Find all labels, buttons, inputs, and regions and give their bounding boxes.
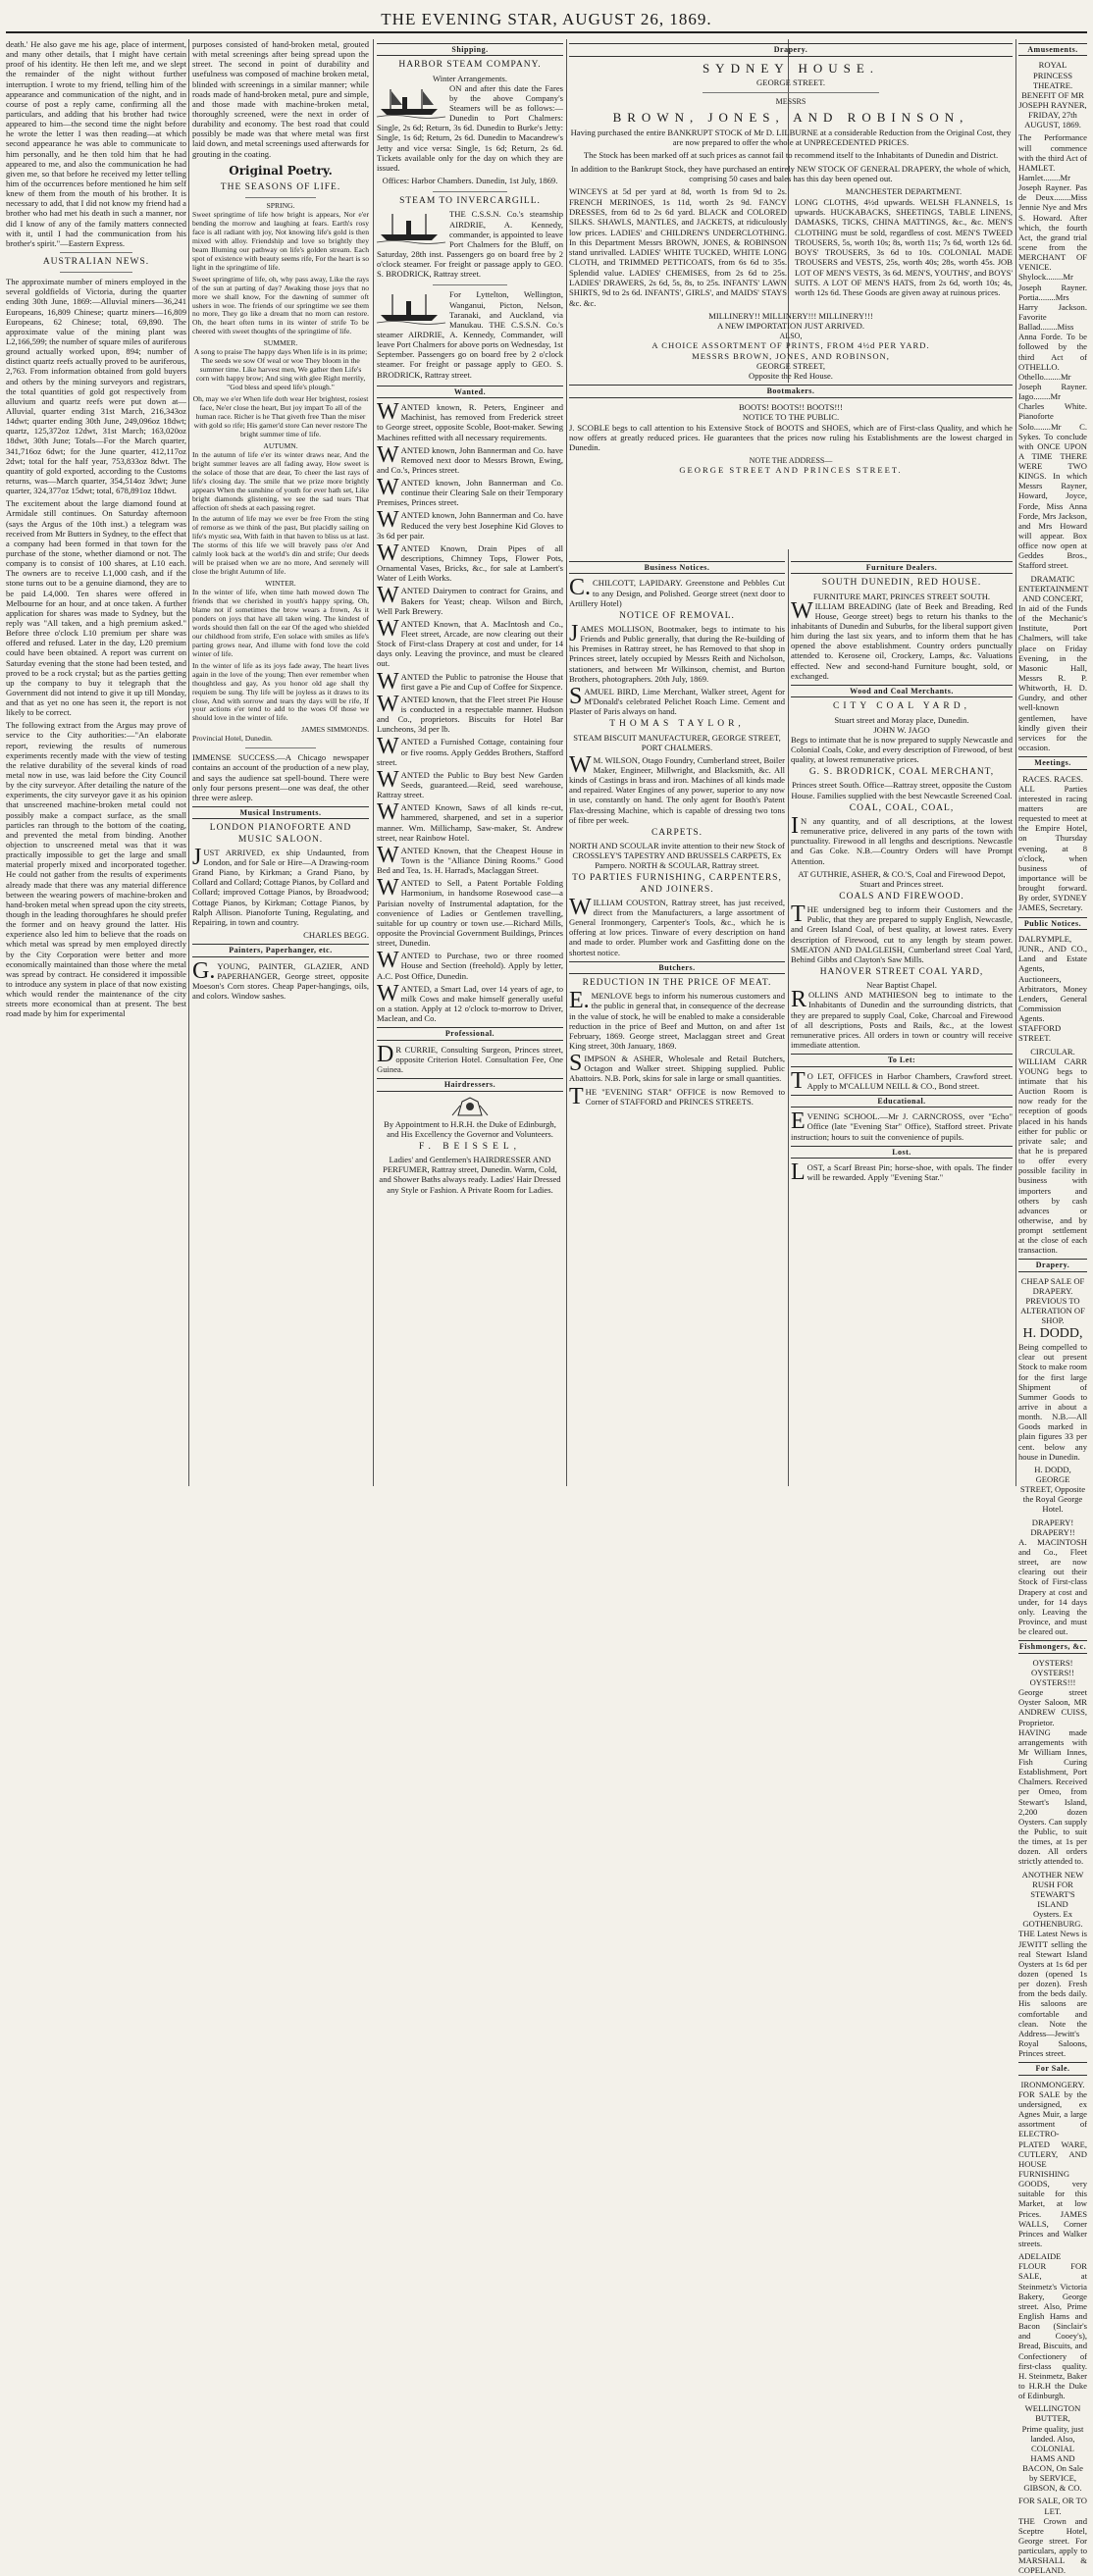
australian-news-paragraph: The excitement about the large diamond found at Armidale still continues. On Saturday afternoon (says the Argus of the 10th inst.) a telegram was received from Mr Butters in Sydney, to the effect that a company had been formed in that town for the purchase of the stone, whether diamond or not. The company is to consist of 100 shares, at L10 each. The owners are to receive L1,000 cash, and if the stone turns out to be a genuine diamond, they are to be paid L4,000. Ten shares were offered in Melbourne for an hour, and at once taken. A further application for shares was made to Sydney, but the reply was "All taken, and a high premium asked." Before three o'clock L10 premium per share was offered and refused. Later in the day, L20 premium could have been obtained. A report was current on Saturday evening that the stone had been tested, and proved to be a rock crystal; but as the parties getting up the company to buy it telegraph that the Government did not intend to give it up till Monday, and that as yet no one has seen it, the report is not likely to be correct. xyxy=(6,498,186,718)
hairdresser-appointment: By Appointment to H.R.H. the Duke of Edinburgh, and His Excellency the Governor and Volunteers. xyxy=(384,1118,556,1139)
separator xyxy=(245,747,316,748)
coal-title: COAL, COAL, COAL, xyxy=(849,802,955,813)
column-4 xyxy=(569,557,785,1486)
column-3 xyxy=(377,39,563,1486)
drapery-lists xyxy=(569,186,1013,311)
to-let-ad: TO LET, OFFICES in Harbor Chambers, Crawford street. Apply to M'CALLUM NEILL & CO., Bond street. xyxy=(791,1067,1013,1094)
manchester-heading: MANCHESTER DEPARTMENT. xyxy=(845,186,963,197)
carpets-title: CARPETS. xyxy=(651,827,703,838)
smeaton-ad: THE undersigned beg to inform their Customers and the Public, that they are prepared to supply English, Newcastle, and Green Island Coal, of best quality, at lowest rates. Every description of Firewood, cut to any length by steam power. SMEATON AND DALGLEISH, Cumberland street Coal Yard, Behind Gibbs and Clayton's Saw Mills. xyxy=(791,902,1013,964)
manchester-list: LONG CLOTHS, 4½d upwards. WELSH FLANNELS, 1s upwards. HUCKABACKS, SHEETINGS, TABLE LINENS, DAMASKS, TICKS, CHINA MATTINGS, &c., &c. MEN'S CLOTHING must be sold, regardless of cost. MEN'S TWEED TROUSERS, 5s, worth 10s; 8s, worth 11s; 7s 6d, worth 12s 6d. BOYS' TROUSERS, 3s 6d to 10s. COLONIAL MADE TROUSERS and VESTS, 25s, worth 40s; 28s, worth 45s. JOB LOT OF MEN'S VESTS, 3s 6d. MEN'S, YOUTHS', and BOYS' SUITS. A LOT OF MEN'S HATS, from 2s 6d, worth 10s; 4s, worth 12s 6d. These Goods are given away at ruinous prices. xyxy=(795,196,1013,298)
section-heading-hairdressers: Hairdressers. xyxy=(377,1078,563,1091)
jewitt-ad: THE Latest News is JEWITT selling the real Stewart Island Oysters at 1s 6d per dozen (opened 1s per dozen). Fresh from the beds daily. His saloons are comfortable and clean. Note the Address—Jewitt's Royal Saloons, Princes street. xyxy=(1018,1929,1087,2059)
masthead: THE EVENING STAR, AUGUST 26, 1869. xyxy=(381,10,712,28)
dalrymple-ad: DALRYMPLE, JUNR., AND CO., Land and Estate Agents, Auctioneers, Arbitrators, Money Lenders, General Commission Agents. STAFFORD STREET. xyxy=(1018,933,1087,1044)
section-heading-meetings: Meetings. xyxy=(1018,756,1087,769)
macintosh-ad: A. MACINTOSH and Co., Fleet street, are now clearing out their Stock of First-class Drapery at cost and under, for 14 days only. Leaving the Province, and must be cleared out. xyxy=(1018,1536,1087,1637)
section-heading-wood-coal: Wood and Coal Merchants. xyxy=(791,685,1013,697)
section-heading-musical: Musical Instruments. xyxy=(192,806,369,819)
hanover-title: HANOVER STREET COAL YARD, xyxy=(819,966,984,977)
section-heading-drapery-2: Drapery. xyxy=(1018,1259,1087,1271)
star-office-notice: THE "EVENING STAR" OFFICE is now Removed to Corner of STAFFORD and PRINCES STREETS. xyxy=(569,1083,785,1109)
separator xyxy=(703,92,880,93)
stanza: Oh, may we e'er When life doth wear Her brightest, rosiest face, Ne'er close the heart, But joy impart To all of the human race. Richer is he That giveth free Than the miser with gold so rife; His garner'd store Can never restore The bright summer time of life. xyxy=(192,394,369,438)
evening-school-ad: EVENING SCHOOL.—Mr J. CARNCROSS, over "Echo" Office (late "Evening Star" Office), Stafford street. Private instruction; hours to suit the convenience of pupils. xyxy=(791,1108,1013,1142)
lyttelton-ad xyxy=(377,289,563,379)
harbor-steam-title: HARBOR STEAM COMPANY. xyxy=(398,60,542,71)
drapery-body: Having purchased the entire BANKRUPT STOCK of Mr D. LILBURNE at a considerable Reduction from the Original Cost, they are now prepared to offer the whole at UNPRECEDENTED PRICES. xyxy=(570,127,1012,147)
music-saloon-title: LONDON PIANOFORTE AND MUSIC SALOON. xyxy=(209,823,352,845)
poem-author: JAMES SIMMONDS. xyxy=(301,725,369,735)
section-heading-to-let: To Let: xyxy=(791,1054,1013,1066)
cheap-sale-subtitle: PREVIOUS TO ALTERATION OF SHOP. xyxy=(1020,1296,1085,1326)
wanted-ad: WANTED known, R. Peters, Engineer and Machinist, has removed from Frederick street to George street, opposite Scoble, Boot-maker. Sewing Machines refitted with all necessary requirements. xyxy=(377,399,563,442)
stanza: Sweet springtime of life, oh, why pass away, Like the rays of the sun at parting of day? Awaking those joys that no more we shall know, For the dawning of summer oft ushers in woe. The friends of our springtime we see them no more, They go like a dream that no morn can restore. Oh, the heart often turns in its winter of strife To be cheered with sweet thoughts of the springtime of life. xyxy=(192,274,369,336)
royal-arms-icon xyxy=(377,1096,563,1119)
invercargill-title: STEAM TO INVERCARGILL. xyxy=(399,196,541,207)
drapery-body: In addition to the Bankrupt Stock, they have purchased an entirely NEW STOCK OF GENERAL DRAPERY, the whole of which, comprising 50 cases and bales has this day been opened out. xyxy=(571,163,1011,183)
theatre-program: The Performance will commence with the third Act of HAMLET. Hamlet........Mr Joseph Rayner. Pas de Deux........Miss Jennie Nye and Mrs S. Howard. After which, the fourth Act, the grand trial scene from the MERCHANT OF VENICE. Shylock........Mr Joseph Rayner. Portia........Mrs Harry Jackson. Favorite Ballad........Miss Anna Forde. To be followed by the third Act of OTHELLO. Othello........Mr Joseph Rayner. Iago........Mr Charles White. Pianoforte Solo........Mr C. Sykes. To conclude with ONCE UPON A TIME THERE WERE TWO KINGS. In which Messrs Rayner, Howard, Joyce, Forde, Miss Anna Forde, Mrs Jackson, and Mrs Howard will appear. Box office now open at Geddes Bros., Stafford street. xyxy=(1018,132,1087,571)
story-continuation: purposes consisted of hand-broken metal, grouted with metal screenings after being spread upon the street. The second in point of durability and usefulness was composed of machine broken metal, blinded with screenings in a similar manner; while roads made of hand-broken metal, pure and simple, and those made with machine-broken metal, thoroughly screened, were the next in order of durability and economy. The best road that could possibly be made was that where metal was first laid down, and metal screenings used afterwards for grouting in the coating. xyxy=(192,39,369,159)
steamship-icon xyxy=(377,291,445,325)
wilson-ad: WM. WILSON, Otago Foundry, Cumberland street, Boiler Maker, Engineer, Millwright, and Blacksmith, &c. All kinds of Castings in brass and iron. Machines of all kinds made and repaired. Water Engines of any power, superior to any now in use, constantly on hand. The only agent for Booth's Patent Flax-dressing Machine, which is capable of dressing two tons of fibre per week. xyxy=(569,751,785,825)
column-divider xyxy=(373,39,374,1486)
drapery-list: WINCEYS at 5d per yard at 8d, worth 1s from 9d to 2s. FRENCH MERINOES, 1s 11d, worth 2s 9d. FANCY DRESSES, from 6d to 2s 6d yard. BLACK and COLORED SILKS. SHAWLS, MANTLES, and JACKETS, at ridiculously low prices. LADIES' and CHILDREN'S UNDERCLOTHING. In this Department Messrs BROWN, JONES, & ROBINSON stand unrivalled. LADIES' WHITE TUCKED, WHITE LONG CLOTH, and TRIMMED PETTICOATS, from 6s 6d to 35s. Splendid value. LADIES' CHEMISES, from 2s 6d to 25s. LADIES' DRAWERS, 2s 6d, 5s, 8s, to 25s. INFANTS' LAWN SHIRTS, 9d to 2s 6d. INFANTS', GIRLS', and MAIDS' STAYS &c. &c. xyxy=(569,186,787,308)
stanza: In the winter of life as its joys fade away, The heart lives again in the love of the young; Then ever remember when thoughtless and gay, As you honor old age shall thy requiem be sung. Thy life will be joyless as it draws to its close, And with sorrow and tears thy days will be rife, If your actions e'er tend to add to the woes Of those we should love in the winter of life. xyxy=(192,660,369,723)
section-heading-for-sale: For Sale. xyxy=(1018,2062,1087,2075)
butcher-title: REDUCTION IN THE PRICE OF MEAT. xyxy=(582,978,772,989)
wanted-ad: WANTED Dairymen to contract for Grains, and Bakers for Yeast; cheap. Wilson and Birch, Well Park Brewery. xyxy=(377,583,563,616)
section-heading-drapery: Drapery. xyxy=(569,43,1013,57)
benefit-line: BENEFIT OF MR JOSEPH RAYNER, FRIDAY, 27th AUGUST, 1869. xyxy=(1018,89,1087,130)
wanted-ad: WANTED the Public to patronise the House that first gave a Pie and Cup of Coffee for Sixpence. xyxy=(377,668,563,695)
section-heading-painters: Painters, Paperhanger, etc. xyxy=(192,944,369,956)
section-heading-educational: Educational. xyxy=(791,1095,1013,1108)
coal-ad: IN any quantity, and of all descriptions, at the lowest remunerative price, delivered in any parts of the town with punctuality. Firewood in all lengths and descriptions. Newcastle and Gas Coke. N.B.—Country Orders will have Prompt Attention. xyxy=(791,812,1013,866)
stanza-heading: WINTER. xyxy=(265,579,296,589)
ironmongery-title: IRONMONGERY. xyxy=(1020,2079,1085,2089)
ironmongery-ad: FOR SALE by the undersigned, ex Agnes Muir, a large assortment of ELECTRO-PLATED WARE, CUTLERY, AND HOUSE FURNISHING GOODS, very suitable for this Market, at low Prices. JAMES WALLS, Corner Princes and Walker streets. xyxy=(1018,2088,1087,2248)
wanted-ad: WANTED to Sell, a Patent Portable Folding Harmonium, in handsome Rosewood case—a Parisian novelty of Instrumental adaptation, for the convenience of Ladies or Gentlemen travelling, suitable for up country or town use.—Richard Mills, opposite the Provincial Government Buildings, Princes street, Dunedin. xyxy=(377,875,563,949)
stanza: In the autumn of life e'er its winter draws near, And the bright summer leaves are all fading away, How sweet is the solace of those that are dear, To cheer the last rays of life's closing day. The smile that we prize more brightly appears When the sunshine of youth for ever hath set, Like bright diamonds glistening, we see the sad tears That affection oft sheds at each passing regret. xyxy=(192,449,369,512)
section-heading-public-notices: Public Notices. xyxy=(1018,917,1087,930)
wanted-ad: WANTED known, John Bannerman and Co. have Removed next door to Messrs Brown, Ewing, and Co.'s, Princes street. xyxy=(377,441,563,475)
red-house-title: SOUTH DUNEDIN, RED HOUSE. xyxy=(821,578,982,589)
harbor-steam-body: ON and after this date the Fares by the above Company's Steamers will be as follows:— Dunedin to Port Chalmers: Single, 2s 6d; Return, 3s 6d. Dunedin to Burke's Jetty: Single, 1s 6d; Return, 2s 6d. Dunedin to Macandrew's Jetty and vice versa: Single, 1s 6d; Return, 2s 6d. Tickets available only for the day on which they are issued. xyxy=(377,82,563,173)
invercargill-body: THE C.S.S.N. Co.'s steamship AIRDRIE, A. Kennedy, commander, is appointed to leave Port Chalmers for the Bluff, on Saturday, 28th inst. Passengers go on board free by 2 o'clock steamer. For freight or passage apply to GEO. S. BRODRICK, Rattray street. xyxy=(377,209,563,280)
oysters-title: OYSTERS! OYSTERS!! OYSTERS!!! xyxy=(1029,1657,1076,1687)
bird-ad: SAMUEL BIRD, Lime Merchant, Walker street, Agent for M'Donald's celebrated Pelichet Roach Lime. Cement and Plaster of Paris always on hand. xyxy=(569,683,785,717)
separator xyxy=(60,252,132,253)
stanza-heading: SUMMER. xyxy=(263,338,298,348)
oysters-ad: George street Oyster Saloon, MR ANDREW CUISS, Proprietor. HAVING made arrangements with Mr William Innes, Fish Curing Establishment, Port Chalmers. Received per Omeo, from Stewart's Island, 2,200 dozen Oysters. Can supply the Public, to suit the times, at 1s per dozen. All orders strictly attended to. xyxy=(1018,1687,1087,1867)
section-heading-butchers: Butchers. xyxy=(569,961,785,974)
wanted-ad: WANTED, a Smart Lad, over 14 years of age, to milk Cows and make himself generally useful on a station. Apply at 12 o'clock to-morrow to Driver, Maclean, and Co. xyxy=(377,980,563,1024)
lost-ad: LOST, a Scarf Breast Pin; horse-shoe, with opals. The finder will be rewarded. Apply "Evening Star." xyxy=(791,1159,1013,1186)
immense-success-item: IMMENSE SUCCESS.—A Chicago newspaper contains an account of the production of a new play, and says the audience sat spell-bound. There were only four persons present—one was deaf, the other three were asleep. xyxy=(192,752,369,802)
stanza-heading: AUTUMN. xyxy=(263,440,298,450)
section-heading-shipping: Shipping. xyxy=(377,43,563,56)
stanza: A song to praise The happy days When life is in its prime; The seeds we sow Of weal or woe They bloom in the summer time. Like harvest men, We gather then Life's corn with happy brow; And sing with glee Right merrily, "God bless and speed life's plough." xyxy=(193,347,368,392)
australian-news-paragraph: The following extract from the Argus may prove of service to the City authorities:—"An elaborate report, reviewing the results of numerous experiments recently made with the view of testing the relative durability of the several kinds of road metal now in use, was laid before the City Council by the city surveyor. After detailing the nature of the experiments, the city surveyor gave it as his opinion that unscreened machine-broken metal could not possibly make a compact surface, as the small particles ran through to the bottom of the coating, and prevented the metal from binding. Another objection to unscreened metal was that it was practically impossible to get the large and small material properly mixed and incorporated together. He could not gather from the results of experiments already made that there was any material difference between the wearing powers of machine-broken and hand-broken metal when spread upon the city streets, though in the leading thoroughfares he should prefer the former and on heavy ground the latter. His experience also led him to believe that the roads on which metal was spread by men employed directly by the City Corporation were better and more economically maintained than those where the metal was spread by contract. He considered it impossible to introduce any system in place of that now existing which would render the maintenance of the city streets more economical than at present. The best road made by him for experimental xyxy=(6,720,186,1019)
section-heading-amusements: Amusements. xyxy=(1018,43,1087,56)
rush-subtitle: Oysters. Ex GOTHENBURG. xyxy=(1022,1909,1083,1930)
breading-ad: WILLIAM BREADING (late of Beek and Breading, Red House, George street) begs to return his thanks to the inhabitants of Dunedin and Suburbs, for the liberal support given him during the last six years, and to inform them that he has opened the above establishment. Country orders punctually attended to. Kerosene oil, Crockery, Lamps, &c. Valuations effected. New and second-hand Furniture bought, sold, or exchanged. xyxy=(791,597,1013,681)
for-sale-or-let: FOR SALE, OR TO LET. xyxy=(1018,2496,1087,2516)
boots-body: J. SCOBLE begs to call attention to his Extensive Stock of BOOTS and SHOES, which are of First-class Quality, and which he now offers at greatly reduced prices. He guarantees that the prices now ruling his Establishments are the lowest charged in Dunedin. xyxy=(569,422,1013,453)
dodd-name: H. DODD, xyxy=(1022,1325,1083,1341)
guthrie-ad: AT GUTHRIE, ASHER, & CO.'S, Coal and Firewood Depot, Stuart and Princes street. xyxy=(798,868,1006,889)
carpets-ad: NORTH AND SCOULAR invite attention to their new Stock of CROSSLEY'S TAPESTRY AND BRUSSELS CARPETS, Ex Pampero. NORTH & SCOULAR, Rattray street. xyxy=(569,841,785,871)
circular-ad: WILLIAM CARR YOUNG begs to intimate that his Auction Room is now ready for the reception of goods placed in his hands either for public or private sale; and that he is prepared to offer every possible facility in business with importers and others by cash advances or otherwise, and by prompt settlement at the close of each transaction. xyxy=(1018,1056,1087,1256)
painter-ad: G.YOUNG, PAINTER, GLAZIER, AND PAPERHANGER, George street, opposite Moeson's Corn stores. Cheap Paper-hangings, oils, and colors. Window sashes. xyxy=(192,957,369,1001)
harbor-steam-office: Offices: Harbor Chambers. Dunedin, 1st July, 1869. xyxy=(382,176,558,186)
separator xyxy=(245,197,316,198)
column-divider xyxy=(1015,39,1016,1486)
millinery-line: MILLINERY!! MILLINERY!!! MILLINERY!!! xyxy=(708,311,873,321)
jago-name: JOHN W. JAGO xyxy=(873,724,930,735)
rollins-ad: ROLLINS AND MATHIESON beg to intimate to the Inhabitants of Dunedin and the surrounding districts, that they are prepared to supply Coal, Coke, Charcoal and Firewood of all descriptions, Posts and Rails, &c., at the lowest remunerative prices. All orders in town or country will receive immediate attention. xyxy=(791,987,1013,1051)
steamship-icon xyxy=(377,85,445,119)
removal-title: NOTICE OF REMOVAL. xyxy=(619,610,735,621)
flour-ad: ADELAIDE FLOUR FOR SALE, at Steinmetz's Victoria Bakery, George street. Also, Prime English Hams and Bacon (Sinclair's and Cooey's), Bread, Biscuits, and Confectionery of first-class quality. H. Steinmetz, Baker to H.R.H the Duke of Edinburgh. xyxy=(1018,2251,1087,2401)
stanza-heading: SPRING. xyxy=(266,201,295,211)
poem xyxy=(192,202,369,744)
brodrick-name: G. S. BRODRICK, COAL MERCHANT, xyxy=(808,767,995,778)
wanted-ad: WANTED known, John Bannerman and Co. have Reduced the very best Josephine Kid Gloves to 3s 6d per pair. xyxy=(377,507,563,541)
boots-heading: BOOTS! BOOTS!! BOOTS!!! xyxy=(739,402,843,413)
music-saloon-ad: JUST ARRIVED, ex ship Undaunted, from London, and for Sale or Hire—A Drawing-room Grand Piano, by Kirkman; a Grand Piano, by Collard and Collard; Cottage Pianos, by Collard and Collard; improved Cottage Pianos, by Broadwood; Cottage Pianos, by Kirkman; Cottage Pianos, by Ralph Allison. Pianoforte Tuning, Regulating, and Repairing, in town and country. xyxy=(192,844,369,927)
section-heading-business: Business Notices. xyxy=(569,561,785,574)
column-5 xyxy=(791,557,1013,1486)
separator xyxy=(433,191,507,192)
column-2 xyxy=(192,39,369,1486)
removal-ad: JAMES MOLLISON, Bootmaker, begs to intimate to his Friends and Public generally, that during the Re-building of his Premises in Rattray street, he has Removed to that shop in Princes street, lately occupied by Messrs Reith and Nicholson, stationers, and between Mr Wilkinson, chemist, and Burton Brothers, photographers. 20th July, 1869. xyxy=(569,621,785,684)
messrs-label: MESSRS xyxy=(775,96,807,106)
hotel-ad: THE Crown and Sceptre Hotel, George street. For particulars, apply to MARSHALL & COPELAND. xyxy=(1018,2515,1087,2576)
theatre-title: ROYAL PRINCESS THEATRE. xyxy=(1032,60,1073,90)
poetry-heading: Original Poetry. xyxy=(229,163,333,178)
separator xyxy=(433,284,507,285)
invercargill-ad xyxy=(377,209,563,279)
races-ad: ALL Parties interested in racing matters are requested to meet at the Empire Hotel, on Thursday evening, at 8 o'clock, when business of importance will be brought forward. By order, SYDNEY JAMES, Secretary. xyxy=(1018,783,1087,913)
column-6 xyxy=(1018,39,1089,2576)
races-title: RACES. RACES. xyxy=(1022,773,1083,784)
section-heading-bootmakers: Bootmakers. xyxy=(569,385,1013,398)
city-coal-title: CITY COAL YARD, xyxy=(833,701,970,712)
stanza: In the winter of life, when time hath mowed down The friends that we cherished in youth's happy spring, Oh, blame not if sometimes the brow wears a frown, As it ponders on joys that have all taken wing. The kindest of words should then fall on the ear Of the aged who shielded our childhood from strife, E'en solace with smiles as life's parting grows near, And illume with fond love the cold winter of life. xyxy=(192,588,369,658)
column-divider xyxy=(788,549,789,1486)
dramatic-ad: In aid of the Funds of the Mechanic's Institute, Port Chalmers, will take place on Friday Evening, in the Masonic Hall, Messrs R. P. Whitworth, H. D. Gundry, and other well-known gentlemen, have kindly given their services for the occasion. xyxy=(1018,603,1087,752)
firm-name: BROWN, JONES, AND ROBINSON, xyxy=(612,110,969,126)
drapery-body: The Stock has been marked off at such prices as cannot fail to recommend itself to the Inhabitants of Dunedin and District. xyxy=(583,150,999,161)
wanted-ad: WANTED Known, Saws of all kinds re-cut, hammered, sharpened, and set in a superior manner. Wm. Millichamp, Saw-maker, St. Andrew street, near Rainbow Hotel. xyxy=(377,799,563,843)
wanted-ad: WANTED to Purchase, two or three roomed House and Section (freehold). Apply by letter, A.C. Post Office, Dunedin. xyxy=(377,948,563,981)
separator xyxy=(60,272,132,273)
column-divider xyxy=(188,39,189,1486)
section-heading-furniture: Furniture Dealers. xyxy=(791,561,1013,574)
sydney-house-street: GEORGE STREET. xyxy=(755,77,826,88)
circular-title: CIRCULAR. xyxy=(1030,1046,1075,1056)
music-saloon-sign: CHARLES BEGG. xyxy=(303,929,369,940)
wanted-ad: WANTED known, that the Fleet street Pie House is conducted in a respectable manner. Hudson and Co., proprietors. Biscuits for Hotel Bar Luncheons, 3d per lb. xyxy=(377,691,563,735)
wanted-ad: WANTED known, John Bannerman and Co. continue their Clearing Sale on their Temporary Premises, Princes street. xyxy=(377,475,563,508)
column-1 xyxy=(6,39,186,1486)
drapery-list-left xyxy=(569,186,787,311)
dramatic-title: DRAMATIC ENTERTAINMENT AND CONCERT, xyxy=(1018,573,1089,603)
drapery-list-right xyxy=(795,186,1013,311)
menlove-ad: E.MENLOVE begs to inform his numerous customers and the public in general that, in consequence of the decrease in the value of stock, he will be enabled to make a considerable reduction in the price of Beef and Mutton, on and after 1st February, 1869. George street, Maclaggan street and Great King street, 30th January, 1869. xyxy=(569,988,785,1052)
taylor-name: THOMAS TAYLOR, xyxy=(609,719,745,730)
section-heading-lost: Lost. xyxy=(791,1146,1013,1159)
dodd-ad: Being compelled to clear out present Stock to make room for the first large Shipment of Summer Goods to arrive in about a month. N.B.—All Goods marked in plain figures 33 per cent. below any house in Dunedin. xyxy=(1018,1342,1087,1462)
butter-title: WELLINGTON BUTTER, xyxy=(1024,2403,1081,2424)
boots-notice: NOTICE TO THE PUBLIC. xyxy=(742,412,840,423)
wanted-ad: WANTED the Public to Buy best New Garden Seeds, guaranteed.—Reid, seed warehouse, Rattray street. xyxy=(377,766,563,800)
jago-ad: Begs to intimate that he is now prepared to supply Newcastle and Colonial Coals, Coke, and every description of Firewood, of best quality, at lowest remunerative prices. xyxy=(791,734,1013,765)
cheap-sale-title: CHEAP SALE OF DRAPERY. xyxy=(1020,1275,1085,1297)
australian-news-paragraph: The approximate number of miners employed in the several goldfields of Victoria, during the quarter ending 30th June, 1869:—Alluvial miners—36,241 Europeans, 16,809 Chinese; quartz miners—16,809 Europeans, 62 Chinese; total, 69,890. The approximate value of the mining plant was L2,166,599; the number of square miles of auriferous ground actually worked upon, 894; number of distinct quartz reefs actually proved to be auriferous, 2,763. From information obtained from gold buyers and others by the mining surveyors and registrars, the total quantities of gold got respectively from alluvium and quartz reefs were put down at—Alluvial, quarter ending 31st March, 216,343oz 14dwt; quarter ending 30th June, 249,096oz 18dwt; quartz, 125,372oz 12dwt, 31st March; 163,020oz 18dwt, 30th June; Totals—For the March quarter, 341,716oz 6dwt; for the June quarter, 412,117oz 2dwt; total for the half year, 753,833oz 8dwt. The quantity of gold exported, according to the Customs returns, was—March quarter, 354,514oz 3dwt; June quarter, 324,377oz 15dwt; total, 678,891oz 18dwt. xyxy=(6,277,187,496)
section-heading-wanted: Wanted. xyxy=(377,386,563,398)
rush-title: ANOTHER NEW RUSH FOR STEWART'S ISLAND xyxy=(1021,1869,1084,1910)
chilcott-ad: C.CHILCOTT, LAPIDARY. Greenstone and Pebbles Cut to any Design, and Polished. George street (next door to Artillery Hotel) xyxy=(569,575,785,608)
prints-line: A CHOICE ASSORTMENT OF PRINTS, FROM 4½d PER YARD. xyxy=(651,340,930,351)
simpson-ad: SIMPSON & ASHER, Wholesale and Retail Butchers, Octagon and Walker street. Shipping supplied. Public Abattoirs. N.B. Pork, skins for sale in large or small quantities. xyxy=(569,1051,785,1084)
story-continuation: death.' He also gave me his age, place of interment, and many other details, that I might have certain proof of his identity. He then left me, and we slept the remainder of the night without further interruption. I wrote to my friend, telling him of the appearance and communication of the night, and in course of post a reply came, confirming all the particulars, and adding that his brother had twice appeared to him—the second time the night before he wrote the letter I was then reading—at which second appearance he was able to communicate to him personally, and he then told him that he had appeared to me, and also the communication he had given me, so that before he received my letter telling him of the occurrences before mentioned he him self knew of them from the mouth of his brother. It is necessary to add, that I did not know my friend had a brother who had met his death in such a manner, nor did I know of any of the family matters connected with it, until I had the communication from his brother's spirit."—Eastern Express. xyxy=(6,39,186,248)
column-divider xyxy=(566,39,567,1486)
wanted-ad: WANTED Known, Drain Pipes of all descriptions, Chimney Tops, Flower Pots, Ornamental Vases, Bricks, &c., for sale at Lambert's Water of Leith Works. xyxy=(377,540,563,584)
city-coal-subtitle: Stuart street and Moray place, Dunedin. xyxy=(834,714,969,725)
firm-name-2: MESSRS BROWN, JONES, AND ROBINSON, xyxy=(692,350,890,361)
boots-address: GEORGE STREET AND PRINCES STREET. xyxy=(679,465,903,476)
sydney-house-ad xyxy=(569,39,1013,476)
taylor-ad: STEAM BISCUIT MANUFACTURER, GEORGE STREET, PORT CHALMERS. xyxy=(573,732,781,752)
boots-note: NOTE THE ADDRESS— xyxy=(749,455,833,465)
doctor-ad: DR CURRIE, Consulting Surgeon, Princes street, opposite Criterion Hotel. Consultation Fee, One Guinea. xyxy=(377,1041,563,1074)
stanza: Sweet springtime of life how bright is appears, Nor e'er bending the morrow and laughing at fears. Earth's rosy face is all radiant with joy, Not knowing life's gold is then mixed with alloy. Friendship and love so brightly they beam Illuming our pathway on life's golden stream. Each spot of existence with beauty seems rife, For the heart is so light in the springtime of life. xyxy=(192,210,369,272)
hairdresser-name: F. BEISSEL, xyxy=(418,1141,522,1152)
top-rule xyxy=(6,31,1087,33)
furniture-mart-subtitle: FURNITURE MART, PRINCES STREET SOUTH. xyxy=(812,591,991,601)
opposite-line: Opposite the Red House. xyxy=(749,371,833,382)
butter-ad: Prime quality, just landed. Also, COLONIAL HAMS AND BACON, On Sale by SERVICE, GIBSON, & CO. xyxy=(1021,2423,1084,2494)
importation-line: A NEW IMPORTATION JUST ARRIVED. xyxy=(716,321,865,332)
poem-place: Provincial Hotel, Dunedin. xyxy=(192,734,273,744)
sydney-house-title: SYDNEY HOUSE. xyxy=(702,60,880,76)
stanza: In the autumn of life may we ever be free From the sting of remorse as we think of the past, But placidly sailing on life's mystic sea, With faith in that haven to bliss us at last. The storms of this life we will bravely pass o'er And calmly look back at the world's din and strife; Our deeds will be praised when we are no more, And serenely will close the bright Autumn of life. xyxy=(192,514,369,577)
hairdresser-ad: Ladies' and Gentlemen's HAIRDRESSER AND PERFUMER, Rattray street, Dunedin. Warm, Cold, and Shower Baths always ready. Ladies' Hair Dressed any Style or Fashion. A Private Room for Ladies. xyxy=(379,1155,561,1195)
street-2: GEORGE STREET, xyxy=(755,360,826,371)
steamship-icon xyxy=(377,211,445,244)
lyttelton-body: For Lyttelton, Wellington, Wanganui, Picton, Nelson, Taranaki, and Auckland, via Manukau. THE C.S.S.N. Co.'s steamer AIRDRIE, A. Kennedy, Commander, will leave Port Chalmers for above ports on Wednesday, 1st September. Passengers go on board free by 2 o'clock steamer. For freight or passage apply to GEO. S. BRODRICK, Rattray street. xyxy=(377,289,563,380)
also-label: ALSO, xyxy=(779,331,803,340)
section-heading-fishmongers: Fishmongers, &c. xyxy=(1018,1640,1087,1653)
hanover-subtitle: Near Baptist Chapel. xyxy=(866,980,937,991)
harbor-steam-ad xyxy=(377,83,563,185)
wanted-ad: WANTED a Furnished Cottage, containing four or five rooms. Apply Geddes Brothers, Stafford street. xyxy=(377,734,563,767)
dodd-address: H. DODD, GEORGE STREET, Opposite the Royal George Hotel. xyxy=(1019,1464,1086,1515)
drapery-line: DRAPERY! DRAPERY!! xyxy=(1030,1517,1075,1537)
harbor-steam-subtitle: Winter Arrangements. xyxy=(432,73,508,83)
wanted-ad: WANTED Known, that A. MacIntosh and Co., Fleet street, Arcade, are now clearing out their Stock of First-class Drapery at cost and under, for 14 days only. Leaving the province, and must be cleared out. xyxy=(377,615,563,669)
couston-ad: WILLIAM COUSTON, Rattray street, has just received, direct from the Manufacturers, a large assortment of General Ironmongery, Carpenter's Tools, &c., which he is offering at low prices. Tinware of every description on hand and made to order. Plumber work and Gasfitting done on the shortest notice. xyxy=(569,894,785,957)
australian-news-title: AUSTRALIAN NEWS. xyxy=(42,256,150,267)
coals-firewood-title: COALS AND FIREWOOD. xyxy=(839,891,964,902)
poem-title: THE SEASONS OF LIFE. xyxy=(220,181,341,192)
wanted-ad: WANTED Known, that the Cheapest House in Town is the "Alliance Dining Rooms." Good Bed and Tea, 1s. H. Harrad's, Maclaggan Street. xyxy=(377,842,563,876)
brodrick-ad: Princes street South. Office—Rattray street, opposite the Custom House. Families supplied with the best Newcastle Screened Coal. xyxy=(791,780,1013,800)
parties-title: TO PARTIES FURNISHING, CARPENTERS, AND JOINERS. xyxy=(572,873,782,895)
section-heading-professional: Professional. xyxy=(377,1027,563,1040)
